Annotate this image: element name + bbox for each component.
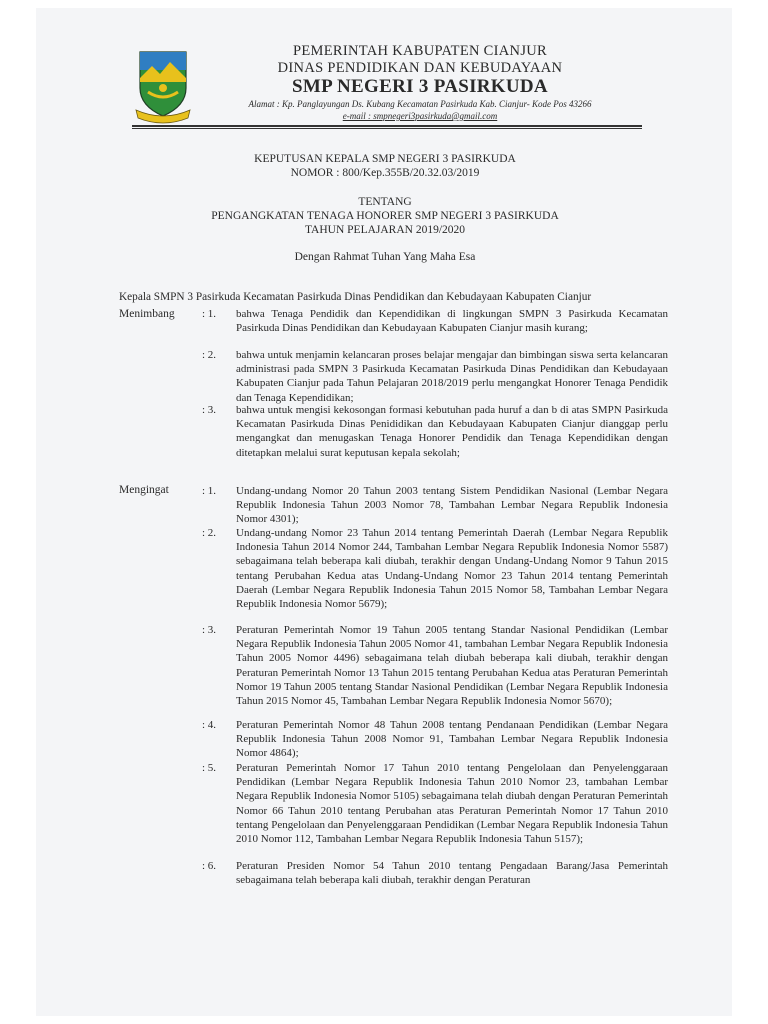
letterhead [0, 0, 768, 130]
letterhead-rule-thick [132, 125, 642, 127]
letterhead-address: Alamat : Kp. Panglayungan Ds. Kubang Kecamatan Pasirkuda Kab. Cianjur- Kode Pos 43266 [248, 99, 592, 109]
item-number: : 6. [202, 860, 217, 872]
item-number: : 2. [202, 527, 217, 539]
item-text: Undang-undang Nomor 23 Tahun 2014 tentang Pemerintah Daerah (Lembar Negara Republik Indonesia Tahun 2014 Nomor 244, Tambahan Lembar Negara Republik Indonesia Nomor 5587) sebagaimana telah beberapa kali diubah, terakhir dengan Undang-Undang Nomor 9 Tahun 2015 tentang Perubahan Kedua atas Undang-Undang Nomor 23 Tahun 2014 tentang Pemerintah Daerah (Lembar Negara Republik Indonesia Tahun 2015 Nomor 58, Tambahan Lembar Negara Republik Indonesia Nomor 5679); [236, 527, 668, 611]
decree-subject: PENGANGKATAN TENAGA HONORER SMP NEGERI 3 PASIRKUDA [211, 210, 559, 222]
item-number: : 1. [202, 308, 217, 320]
letterhead-government: PEMERINTAH KABUPATEN CIANJUR [292, 43, 548, 59]
decree-year: TAHUN PELAJARAN 2019/2020 [304, 224, 466, 236]
letterhead-rule-thin [132, 128, 642, 129]
letterhead-school-name: SMP NEGERI 3 PASIRKUDA [292, 76, 548, 97]
item-text: Peraturan Pemerintah Nomor 48 Tahun 2008 tentang Pendanaan Pendidikan (Lembar Negara Republik Indonesia Tahun 2008 Nomor 91, Tambahan Lembar Negara Republik Indonesia Nomor 4864); [236, 719, 668, 760]
item-text: Peraturan Pemerintah Nomor 17 Tahun 2010 tentang Pengelolaan dan Penyelenggaraan Pendidikan (Lembar Negara Republik Indonesia Tahun 2010 Nomor 23, tambahan Lembar Negara Republik Indonesia Nomor 5105) sebagaimana telah diubah dengan Peraturan Pemerintah Nomor 66 Tahun 2010 tentang Perubahan atas Peraturan Pemerintah Nomor 17 Tahun 2010 tentang Pengelolaan dan Penyelenggaraan Pendidikan (Lembar Negara Republik Indonesia Tahun 2010 Nomor 112, Tambahan Lembar Negara Republik Indonesia Tahun 5157); [236, 762, 668, 846]
item-number: : 3. [202, 624, 217, 636]
decree-about: TENTANG [358, 196, 412, 208]
menimbang-label: Menimbang [119, 308, 175, 320]
decree-title: KEPUTUSAN KEPALA SMP NEGERI 3 PASIRKUDA [254, 153, 516, 165]
item-text: Undang-undang Nomor 20 Tahun 2003 tentang Sistem Pendidikan Nasional (Lembar Negara Republik Indonesia Tahun 2003 Nomor 78, Tambahan Lembar Negara Republik Indonesia Nomor 4301); [236, 485, 668, 526]
item-number: : 5. [202, 762, 217, 774]
decree-opening: Kepala SMPN 3 Pasirkuda Kecamatan Pasirkuda Dinas Pendidikan dan Kebudayaan Kabupaten Cianjur [119, 291, 592, 303]
item-text: Peraturan Presiden Nomor 54 Tahun 2010 tentang Pengadaan Barang/Jasa Pemerintah sebagaimana telah beberapa kali diubah, terakhir dengan Peraturan [236, 860, 668, 887]
item-text: bahwa untuk mengisi kekosongan formasi kebutuhan pada huruf a dan b di atas SMPN Pasirkuda Kecamatan Pasirkuda Dinas Penididikan dan Kebudayaan Kabupaten Cianjur dianggap perlu mengangkat dan menugaskan Tenaga Honorer Pendidik dan Tenaga Kependidikan dengan ditetapkan melalui surat keputusan kepala sekolah; [236, 404, 668, 459]
decree-blessing: Dengan Rahmat Tuhan Yang Maha Esa [294, 251, 476, 263]
item-number: : 2. [202, 349, 217, 361]
decree-number: NOMOR : 800/Kep.355B/20.32.03/2019 [290, 167, 480, 179]
regency-emblem-icon [134, 48, 192, 124]
item-text: bahwa untuk menjamin kelancaran proses belajar mengajar dan bimbingan siswa serta kelancaran administrasi pada SMPN 3 Pasirkuda Kecamatan Pasirkuda Dinas Pendidikan dan Kebudayaan Kabupaten Cianjur pada Tahun Pelajaran 2018/2019 perlu mengangkat Honorer Tenaga Pendidik dan Tenaga Kependidikan; [236, 349, 668, 404]
item-number: : 4. [202, 719, 217, 731]
item-number: : 3. [202, 404, 217, 416]
mengingat-label: Mengingat [119, 484, 169, 496]
letterhead-email: e-mail : smpnegeri3pasirkuda@gmail.com [342, 111, 498, 121]
letterhead-address-block [200, 98, 640, 122]
letterhead-department: DINAS PENDIDIKAN DAN KEBUDAYAAN [277, 60, 563, 76]
item-number: : 1. [202, 485, 217, 497]
item-text: bahwa Tenaga Pendidik dan Kependidikan di lingkungan SMPN 3 Pasirkuda Kecamatan Pasirkuda Dinas Pendidikan dan Kebudayaan Kabupaten Cianjur masih kurang; [236, 308, 668, 335]
item-text: Peraturan Pemerintah Nomor 19 Tahun 2005 tentang Standar Nasional Pendidikan (Lembar Negara Republik Indonesia Tahun 2005 Nomor 41, tambahan Lembar Negara Republik Indonesia Tahun 2005 Nomor 4496) sebagaimana telah diubah beberapa kali diubah, terakhir dengan Peraturan Pemerintah Nomor 13 Tahun 2015 tentang Perubahan Kedua atas Peraturan Pemerintah Nomor 19 Tahun 2005 tentang Standar Nasional Pendidikan (Lembar Negara Republik Indonesia Tahun 2015 Nomor 45, Tambahan Lembar Negara Republik Indonesia Nomor 5670); [236, 624, 668, 708]
